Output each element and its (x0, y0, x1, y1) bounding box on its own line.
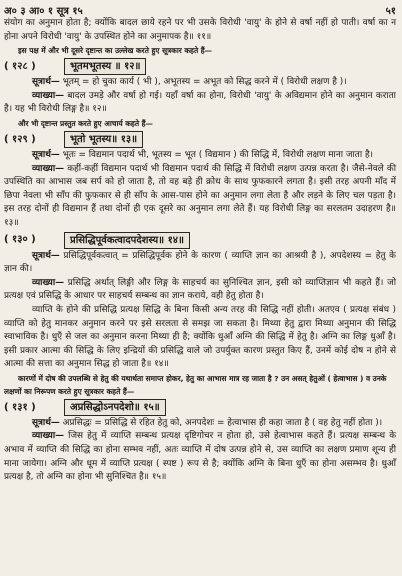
vyakhya-label: व्याख्या— (32, 163, 64, 174)
sutra-129-title: भूतो भूतस्य॥ १३॥ (64, 131, 143, 148)
sutra-130-meaning (4, 250, 396, 277)
sutra-131-number: ( १३१ ) (4, 401, 36, 413)
sutra-130-heading (4, 231, 396, 250)
transition-note-1: इस पक्ष में और भी दूसरे दृष्टान्त का उल्लेख करते हुए सूत्रकार कहते हैं— (18, 46, 213, 56)
sutra-130-commentary-continued: व्याप्ति के होने की प्रसिद्धि प्रत्यक्ष सिद्धि के बिना किसी अन्य तरह की सिद्धि नहीं होती। अतएव ( प्रत्यक्ष संबंध ) व्याप्ति को हेतु मानकर अनुमान करने पर इसे सरलता से समझ जा सकता है। मिथ्या हेतु द्वारा मिथ्या अनुमान की सिद्धि स्वाभाविक है। धुएँ से जल का अनुमान करना मिथ्या ही है; क्योंकि धुआँ अग्नि की सिद्धि में हेतु है। अग्नि का लिङ्ग धुआँ है। इसी प्रकार आत्मा की सिद्धि के लिए इन्द्रियों की प्रसिद्धि वाले जो उपर्युक्त कारण प्रस्तुत किए हैं, उनमें कोई दोष न होने से आत्मा की सत्ता का अनुमान सिद्ध हो जाता है॥ १४॥ (4, 304, 396, 370)
sutra-128-commentary-text: बादल उमड़े और वर्षा हो गई। यहाँ वर्षा का होना, विरोधी 'वायु' के अविद्यमान होने का अनुमान कराता है। यह भी विरोधी लिङ्ग है॥ १२॥ (4, 90, 396, 115)
sutra-130-title: प्रसिद्धिपूर्वकत्वादपदेशस्य॥ १४॥ (64, 232, 190, 249)
intro-paragraph: संयोग का अनुमान होता है; क्योंकि बादल छाये रहने पर भी उसके विरोधी 'वायु' के होने से वर्षा नहीं हो पाती। वर्षा का न होना अपने विरोधी 'वायु' के उपस्थित होने का अनुमापक है॥ ११॥ (4, 18, 396, 42)
page-body (4, 17, 396, 485)
sutra-131-commentary (4, 430, 396, 484)
sutra-129-number: ( १२९ ) (4, 133, 36, 145)
transition-note-2: और भी दृष्टान्त प्रस्तुत करते हुए आचार्य कहते हैं— (18, 118, 153, 128)
sutra-131-heading (4, 398, 396, 417)
vyakhya-label: व्याख्या— (32, 90, 64, 101)
sutra-128-meaning (4, 76, 396, 90)
sutra-130-commentary (4, 277, 396, 304)
sutra-129-commentary (4, 163, 396, 231)
sutra-131-title: अप्रसिद्धोऽनपदेशो॥ १५॥ (64, 399, 166, 416)
sutra-128-heading (4, 57, 396, 76)
running-header (4, 3, 396, 17)
header-chapter-ref: अ० ३ आ० १ सूत्र १५ (4, 6, 83, 17)
sutra-129-heading (4, 130, 396, 149)
sutra-128-commentary (4, 90, 396, 117)
sutra-128-number: ( १२८ ) (4, 60, 36, 72)
vyakhya-label: व्याख्या— (32, 431, 64, 442)
sutra-130-commentary-text: प्रसिद्धि अर्थात् लिङ्गी और लिङ्ग के साहचर्य का सुनिश्चित ज्ञान, इसी को व्याप्तिज्ञान भी कहते हैं। जो प्रत्यक्ष एवं प्रसिद्धि के आधार पर साहचर्य सम्बन्ध का ज्ञान कराये, वही हेतु होता है। (4, 277, 396, 302)
sutrartha-label: सूत्रार्थ— (32, 149, 60, 160)
vyakhya-label: व्याख्या— (32, 277, 64, 288)
sutra-129-meaning-text: भूतः = विद्यमान पदार्थ भी, भूतस्य = भूत ( विद्यमान ) की सिद्धि में, विरोधी लक्षण माना जाता है। (62, 149, 374, 160)
sutrartha-label: सूत्रार्थ— (32, 417, 60, 428)
sutra-130-number: ( १३० ) (4, 234, 36, 246)
sutra-129-meaning (4, 149, 396, 163)
sutra-131-meaning (4, 417, 396, 431)
sutrartha-label: सूत्रार्थ— (32, 77, 60, 88)
sutra-131-commentary-text: जिस हेतु में व्याप्ति सम्बन्ध प्रत्यक्ष दृष्टिगोचर न होता हो, उसे हेत्वाभास कहते हैं। प्रत्यक्ष सम्बन्ध के अभाव में व्याप्ति की सिद्धि का होना सम्भव नहीं, अतः व्याप्ति में दोष उत्पन्न होने से, उस व्याप्ति का लक्षण प्रमाण शून्य ही माना जायेगा। अग्नि और धूम में व्याप्ति प्रत्यक्ष ( स्पष्ट ) रूप से है; क्योंकि अग्नि के बिना धुएँ का होना असम्भव है। धुआँ प्रत्यक्ष है, तो अग्नि का होना भी सुनिश्चित है॥ १५॥ (4, 431, 397, 483)
sutrartha-label: सूत्रार्थ— (32, 250, 60, 261)
sutra-131-meaning-text: अप्रसिद्धः = प्रसिद्धि से रहित हेतु को, अनपदेशः = हेत्वाभास ही कहा जाता है ( वह हेतु नहीं होता )। (62, 417, 383, 428)
sutra-129-commentary-text: कहीं-कहीं विद्यमान पदार्थ भी विद्यमान पदार्थ की सिद्धि में विरोधी लक्षण उत्पन्न करता है। जैसे-नेवले की उपस्थिति का आभास जब सर्प को हो जाता है, तो वह बड़े ही क्रोध के साथ फुफकारने लगता है। इसी तरह अपनी माँद में छिपा नेवला भी साँप की फुफकार से ही साँप के आस-पास होने का अनुमान लगा लेता है और लड़ने के लिए चल पड़ता है। इस तरह दोनों ही विद्यमान हैं तथा दोनों ही एक दूसरे का अनुमान लगा लेते हैं। यह विरोधी लिङ्ग का सरलतम उदाहरण है॥ १३॥ (4, 163, 396, 228)
transition-note-3: कारणों में दोष की उपलब्धि से हेतु की यथार्थता समाप्त होकर, हेतु का आभास मात्र रह जाता है ? उन असत् हेतुओं ( हेत्वाभास ) व उनके लक्षणों का निरूपण करते हुए सूत्रकार कहते हैं— (4, 373, 387, 396)
sutra-128-meaning-text: भूतम् = हो चुका कार्य ( भी ), अभूतस्य = अभूत को सिद्ध करने में ( विरोधी लक्षण है )। (62, 77, 347, 88)
page-number: ५१ (385, 6, 396, 17)
sutra-130-meaning-text: प्रसिद्धिपूर्वकत्वात् = प्रसिद्धिपूर्वक होने के कारण ( व्याप्ति ज्ञान का आश्रयी है ), अपदेशस्य = हेतु के ज्ञान की। (4, 250, 396, 275)
sutra-128-title: भूतमभूतस्य ॥ १२॥ (64, 58, 146, 75)
